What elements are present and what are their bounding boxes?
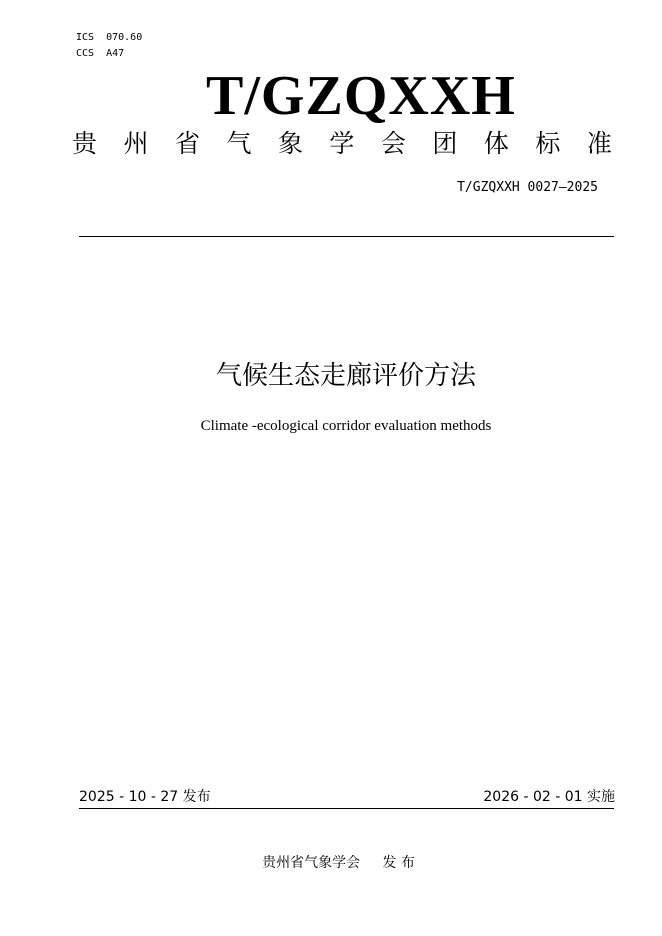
standard-code-logo: T/GZQXXH: [206, 65, 516, 127]
org-char: 贵: [72, 129, 98, 158]
publisher: 贵州省气象学会 发 布: [262, 855, 415, 871]
org-char: 准: [586, 129, 612, 158]
top-divider: [79, 236, 614, 237]
org-char: 会: [380, 129, 406, 158]
org-char: 省: [174, 129, 200, 158]
ccs-code: CCS A47: [76, 48, 125, 59]
bottom-divider: [79, 808, 614, 809]
org-char: 体: [483, 129, 509, 158]
implementation-date: 2026 - 02 - 01 实施: [483, 789, 615, 805]
org-char: 州: [123, 129, 149, 158]
ics-code: ICS 070.60: [76, 32, 143, 43]
org-char: 气: [226, 129, 252, 158]
document-number: T/GZQXXH 0027—2025: [457, 180, 598, 195]
org-char: 标: [535, 129, 561, 158]
org-char: 团: [432, 129, 458, 158]
org-char: 学: [329, 129, 355, 158]
title-english: Climate -ecological corridor evaluation methods: [200, 418, 492, 434]
org-char: 象: [277, 129, 303, 158]
issue-date: 2025 - 10 - 27 发布: [79, 789, 211, 805]
title-chinese: 气候生态走廊评价方法: [215, 361, 476, 391]
organization-standard-line: [72, 127, 612, 161]
